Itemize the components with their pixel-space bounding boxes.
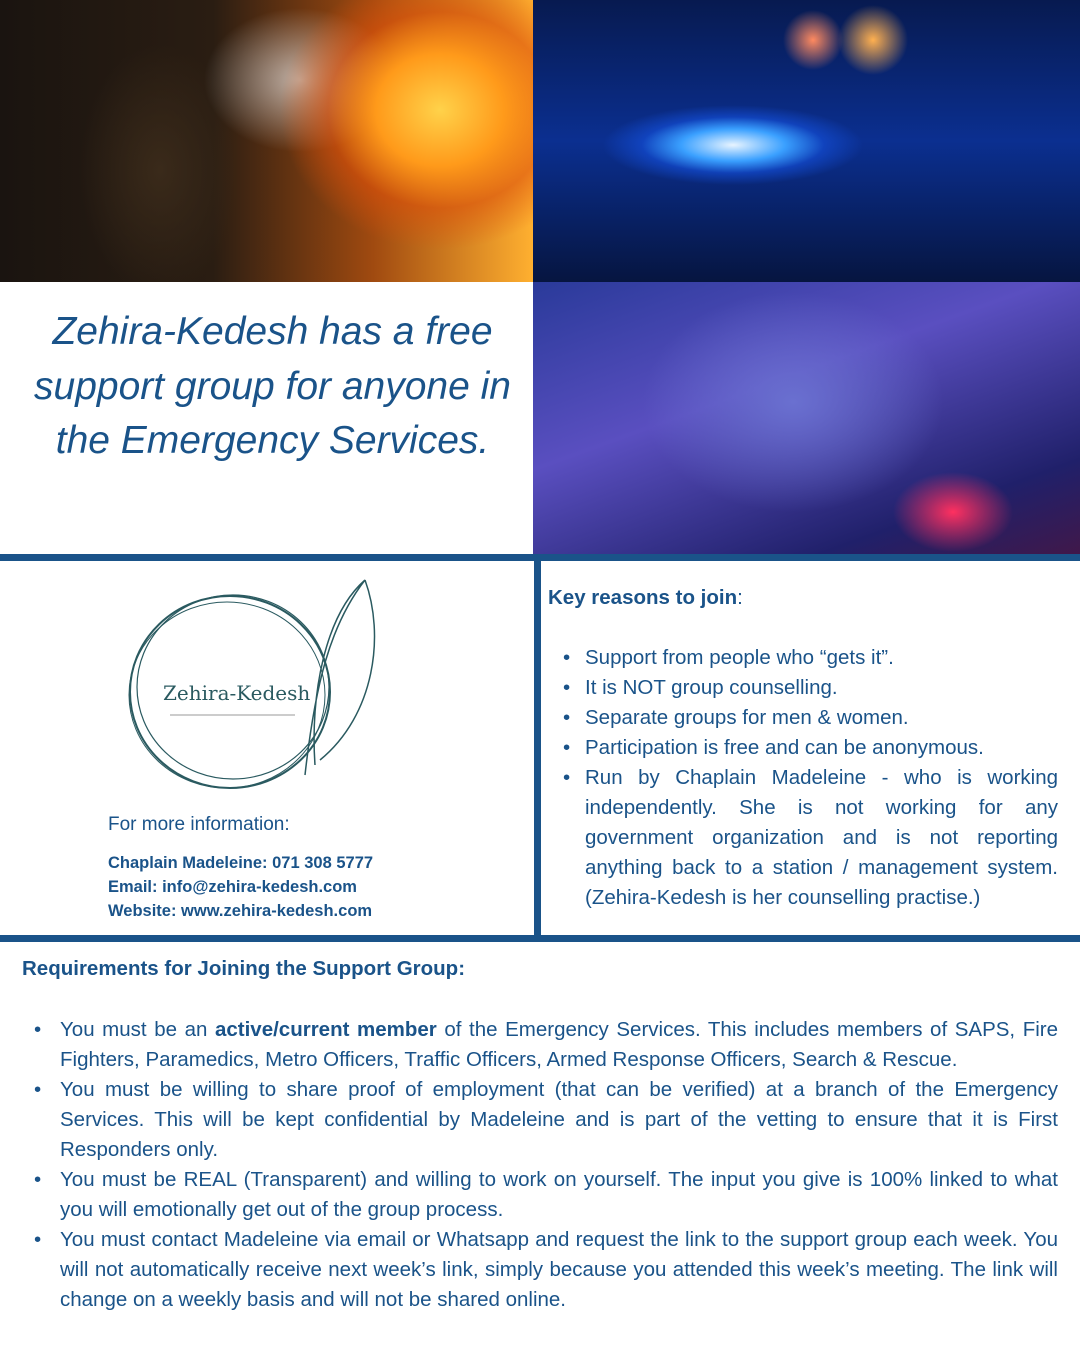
requirements-heading: Requirements for Joining the Support Group: [22,957,466,980]
list-item: • Run by Chaplain Madeleine - who is working independently. She is not working for any government organization and is not reporting anything back to a station / management system. (Zehira-Kedesh is her counselling practise.) [565,763,1058,913]
list-item: • You must be willing to share proof of employment (that can be verified) at a branch of the Emergency Services. This will be kept confidential by Madeleine and is part of the vetting to ensure that it is First Responders only. [40,1075,1058,1165]
list-item: • Separate groups for men & women. [565,703,1058,733]
police-light-photo [533,0,1080,282]
contact-details [108,851,373,923]
headline: Zehira-Kedesh has a free support group for anyone in the Emergency Services. [34,310,511,462]
phone: Chaplain Madeleine: 071 308 5777 [108,854,374,872]
key-reasons-list [565,643,1058,913]
divider-vertical [534,561,541,937]
key-reasons-heading: Key reasons to join: [548,586,743,609]
more-info-label: For more information: [108,814,290,835]
logo-text: Zehira-Kedesh [163,681,311,705]
list-item: • It is NOT group counselling. [565,673,1058,703]
requirements-list [40,1015,1058,1315]
list-item: • Support from people who “gets it”. [565,643,1058,673]
list-item: • You must be an active/current member of the Emergency Services. This includes members of SAPS, Fire Fighters, Paramedics, Metro Officers, Traffic Officers, Armed Response Officers, Search & Rescue. [40,1015,1058,1075]
website-link[interactable]: Website: www.zehira-kedesh.com [108,902,373,920]
ambulance-photo [533,282,1080,554]
email-link[interactable]: Email: info@zehira-kedesh.com [108,878,357,896]
divider-bottom [0,935,1080,942]
list-item: • You must contact Madeleine via email or Whatsapp and request the link to the support group each week. You will not automatically receive next week’s link, simply because you attended this week’s meeting. The link will change on a weekly basis and will not be shared online. [40,1225,1058,1315]
list-item: • Participation is free and can be anonymous. [565,733,1058,763]
firefighters-photo [0,0,533,282]
zehira-kedesh-logo [125,575,380,795]
divider-top [0,554,1080,561]
list-item: • You must be REAL (Transparent) and willing to work on yourself. The input you give is 100% linked to what you will emotionally get out of the group process. [40,1165,1058,1225]
